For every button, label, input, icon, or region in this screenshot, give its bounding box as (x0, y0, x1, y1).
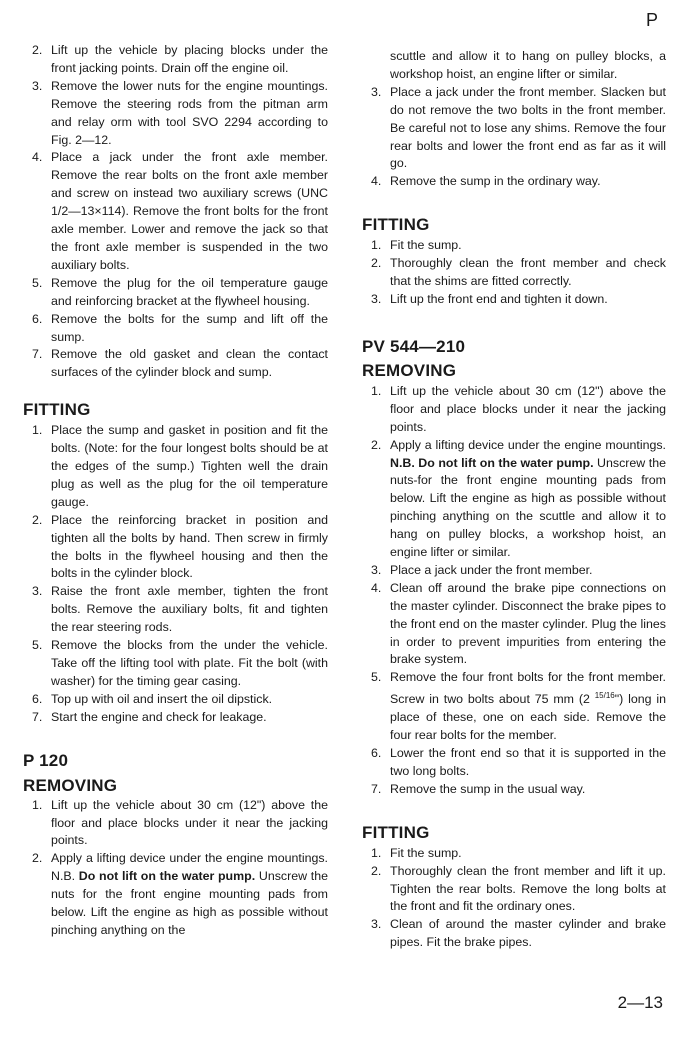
step-item: 5. Remove the four front bolts for the front member. Screw in two bolts about 75 mm (2 $^{15/16}$") long in place of these, one on each side. Remove the four rear bolts for the member. (371, 670, 667, 743)
model-heading-p120: P 120 (23, 750, 69, 770)
page-number: 2—13 (617, 993, 663, 1012)
removing-heading: REMOVING (362, 360, 457, 380)
step-item: 2. Lift up the vehicle by placing blocks under the front jacking points. Drain off the engine oil. (32, 43, 328, 75)
section-letter: P (645, 10, 658, 30)
step-item: 3. Clean of around the master cylinder and brake pipes. Fit the brake pipes. (371, 917, 666, 950)
p120-fitting-steps (362, 237, 666, 309)
removing-heading: REMOVING (23, 775, 118, 795)
fitting-heading: FITTING (362, 822, 430, 842)
step-item: 5. Remove the blocks from the under the vehicle. Take off the lifting tool with plate. Fit the bolt (with washer) for the timing gear casing. (32, 638, 328, 688)
fitting-heading: FITTING (23, 400, 91, 420)
step-item: 7. Remove the old gasket and clean the contact surfaces of the cylinder block and sump. (32, 347, 328, 380)
step-item: 3. Raise the front axle member, tighten the front bolts. Remove the auxiliary bolts, fit and tighten the rear steering rods. (32, 584, 328, 635)
pv544-fitting-steps (362, 845, 666, 952)
step-item: 3. Place a jack under the front member. (371, 562, 593, 577)
warning-text: Do not lift on the water pump. (78, 869, 256, 884)
step-item: 2. Apply a lifting device under the engine mountings. N.B. Do not lift on the water pump. Unscrew the nuts-for the front engine mounting pads from below. Lift the engine as high as possible without pinching anything on the scuttle and allow it to hang on pulley blocks, a workshop hoist, an engine lifter or similar. (371, 437, 666, 560)
step-item: 6. Remove the bolts for the sump and lift off the sump. (32, 311, 328, 344)
step-item: 2. Apply a lifting device under the engine mountings. N.B. Do not lift on the water pump. Unscrew the nuts for the front engine mounting pads from below. Lift the engine as high as possible without pinching anything on the (32, 851, 328, 937)
fitting-heading: FITTING (362, 215, 430, 235)
removing-steps-continued (23, 42, 328, 382)
step-item: 7. Start the engine and check for leakage. (32, 709, 267, 724)
right-column (362, 0, 666, 952)
step-continuation: scuttle and allow it to hang on pulley blocks, a workshop hoist, an engine lifter or similar. (390, 49, 666, 81)
step-item: 2. Thoroughly clean the front member and check that the shims are fitted correctly. (371, 256, 666, 289)
fitting-steps (23, 422, 328, 726)
step-item: 4. Place a jack under the front axle member. Remove the rear bolts on the front axle member and screw on instead two auxiliary screws (UNC 1/2—13×114). Remove the front bolts for the front axle member. Lower and remove the jack so that the front axle member is suspended in the two auxiliary bolts. (32, 150, 328, 272)
left-column (23, 0, 328, 940)
step-item: 2. Place the reinforcing bracket in position and tighten all the bolts by hand. Then screw in firmly the bolts in the flywheel housing and then the bolts in the cylinder block. (32, 512, 328, 581)
pv544-removing-steps (362, 383, 666, 799)
step-item: 1. Place the sump and gasket in position and fit the bolts. (Note: for the four longest bolts should be at the edges of the sump.) Tighten well the drain plug as well as the plug for the oil temperature gauge. (32, 423, 328, 509)
step-item: 1. Fit the sump. (371, 238, 462, 253)
step-item: 1. Fit the sump. (371, 845, 462, 860)
warning-text: N.B. Do not lift on the water pump. (390, 455, 594, 470)
step-item: 3. Remove the lower nuts for the engine mountings. Remove the steering rods from the pitman arm and relay orm with tool SVO 2294 according to Fig. 2—12. (32, 78, 328, 147)
fraction: 15/16 (594, 691, 615, 701)
p120-removing-steps-continued (362, 48, 666, 191)
step-item: 5. Remove the plug for the oil temperature gauge and reinforcing bracket at the flywheel housing. (32, 275, 328, 308)
step-item: 4. Clean off around the brake pipe connections on the master cylinder. Disconnect the brake pipes to the front end on the master cylinder. Plug the lines in order to prevent impurities from entering the brake system. (371, 580, 666, 667)
step-item: 2. Thoroughly clean the front member and lift it up. Tighten the rear bolts. Remove the long bolts at the front and fit the ordinary ones. (371, 863, 666, 914)
step-item: 1. Lift up the vehicle about 30 cm (12") above the floor and place blocks under it near the jacking points. (32, 797, 328, 848)
step-item: 6. Top up with oil and insert the oil dipstick. (32, 691, 273, 706)
step-item: 6. Lower the front end so that it is supported in the two long bolts. (371, 746, 666, 778)
step-item: 3. Place a jack under the front member. Slacken but do not remove the two bolts in the front member. Be careful not to lose any shims. Remove the four rear bolts and lower the front end as far as it will go. (371, 84, 666, 171)
step-item: 4. Remove the sump in the ordinary way. (371, 174, 601, 189)
p120-removing-steps (23, 797, 328, 940)
step-item: 7. Remove the sump in the usual way. (371, 781, 586, 796)
step-item: 3. Lift up the front end and tighten it down. (371, 291, 608, 306)
step-item: 1. Lift up the vehicle about 30 cm (12") above the floor and place blocks under it near the jacking points. (371, 383, 666, 434)
model-heading-pv544: PV 544—210 (362, 336, 466, 356)
